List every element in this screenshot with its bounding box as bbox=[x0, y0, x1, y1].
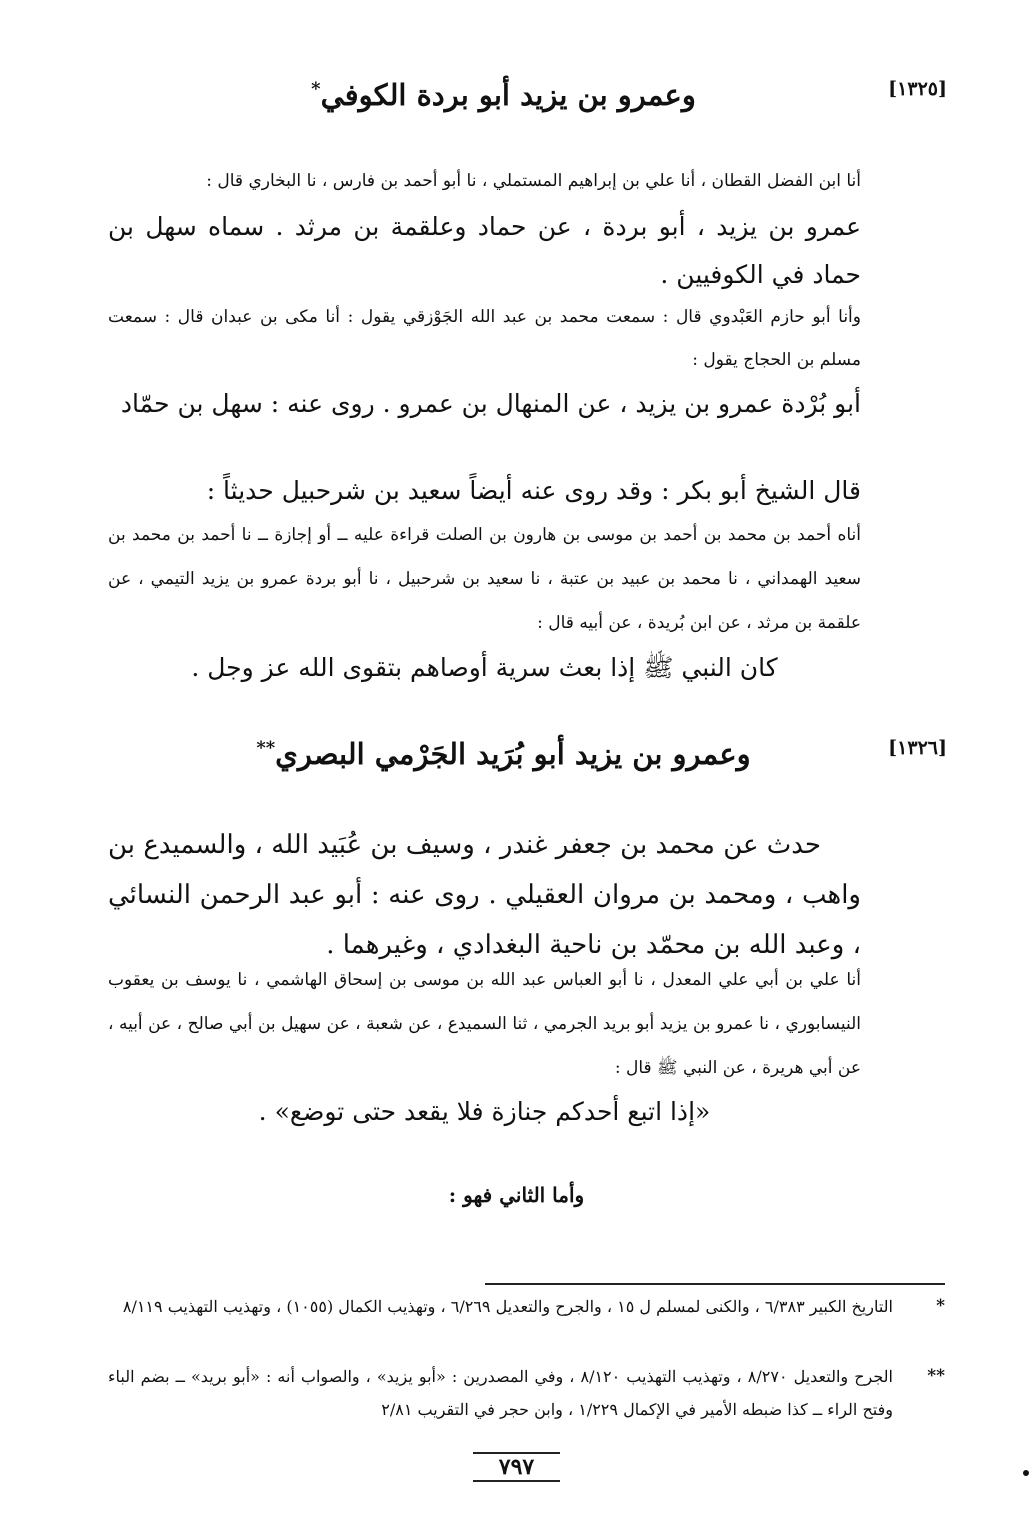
footnote-text: الجرح والتعديل ٨/٢٧٠ ، وتهذيب التهذيب ٨/١٢٠ ، وفي المصدرين : «أبو يزيد» ، والصواب أنه : «أبو بريد» ــ بضم الباء وفتح الراء ــ كذا ضبطه الأمير في الإكمال ١/٢٢٩ ، وابن حجر في التقريب ٢/٨١ bbox=[108, 1367, 893, 1419]
page-number bbox=[0, 1454, 1033, 1480]
footnote bbox=[108, 1360, 945, 1426]
isnad-paragraph: أناه أحمد بن محمد بن أحمد بن موسى بن هارون بن الصلت قراءة عليه ــ أو إجازة ــ نا أحمد بن محمد بن سعيد الهمداني ، نا محمد بن عبيد بن عتبة ، نا سعيد بن شرحبيل ، نا أبو بردة عمرو بن يزيد التيمي ، عن علقمة بن مرثد ، عن ابن بُريدة ، عن أبيه قال : bbox=[108, 525, 861, 633]
entry-header bbox=[60, 737, 947, 771]
scan-mark bbox=[1023, 1470, 1029, 1476]
author-comment: قال الشيخ أبو بكر : وقد روى عنه أيضاً سعيد بن شرحبيل حديثاً : bbox=[206, 476, 861, 505]
footnote-reference: ** bbox=[256, 737, 276, 759]
narrator-note: عمرو بن يزيد ، أبو بردة ، عن حماد وعلقمة بن مرثد . سماه سهل بن حماد في الكوفيين . bbox=[108, 212, 861, 289]
entry-number: [١٣٢٥] bbox=[888, 78, 947, 100]
entry-title bbox=[60, 78, 947, 112]
hadith-text: كان النبي ﷺ إذا بعث سرية أوصاهم بتقوى الله عز وجل . bbox=[191, 653, 778, 682]
narrator-note: حدث عن محمد بن جعفر غندر ، وسيف بن عُبَيد الله ، والسميدع بن واهب ، ومحمد بن مروان العقيلي . روى عنه : أبو عبد الرحمن النسائي ، وعبد الله بن محمّد بن ناحية البغدادي ، وغيرهما . bbox=[108, 830, 861, 960]
footnote-mark: ** bbox=[927, 1366, 945, 1386]
footnote-mark: * bbox=[936, 1296, 945, 1316]
footnote-text: التاريخ الكبير ٦/٣٨٣ ، والكنى لمسلم ل ١٥ ، والجرح والتعديل ٦/٢٦٩ ، وتهذيب الكمال (١٠٥٥) ، وتهذيب التهذيب ٨/١١٩ bbox=[122, 1297, 893, 1316]
entry-number: [١٣٢٦] bbox=[888, 737, 947, 759]
isnad-paragraph: أنا علي بن أبي علي المعدل ، نا أبو العباس عبد الله بن موسى بن إسحاق الهاشمي ، نا يوسف بن يعقوب النيسابوري ، نا عمرو بن يزيد أبو بريد الجرمي ، ثنا السميدع ، عن شعبة ، عن سهيل بن أبي صالح ، عن أبيه ، عن أبي هريرة ، عن النبي ﷺ قال : bbox=[108, 970, 861, 1078]
entry-header bbox=[60, 78, 947, 112]
footnote-divider bbox=[485, 1283, 945, 1285]
narrator-note: أبو بُرْدة عمرو بن يزيد ، عن المنهال بن عمرو . روى عنه : سهل بن حمّاد bbox=[120, 389, 861, 418]
isnad-paragraph: أنا ابن الفضل القطان ، أنا علي بن إبراهيم المستملي ، نا أبو أحمد بن فارس ، نا البخاري قال : bbox=[206, 171, 861, 191]
entry-title-text: وعمرو بن يزيد أبو بُرَيد الجَرْمي البصري bbox=[275, 737, 751, 771]
footnote bbox=[108, 1290, 945, 1323]
entry-title-text: وعمرو بن يزيد أبو بردة الكوفي bbox=[320, 78, 696, 112]
entry-title bbox=[60, 737, 947, 771]
page-number-text: ٧٩٧ bbox=[473, 1452, 560, 1482]
footnote-reference: * bbox=[311, 78, 321, 100]
hadith-text: «إذا اتبع أحدكم جنازة فلا يقعد حتى توضع» . bbox=[258, 1097, 711, 1126]
isnad-paragraph: وأنا أبو حازم العَبْدوي قال : سمعت محمد بن عبد الله الجَوْزقي يقول : أنا مكى بن عبدان قال : سمعت مسلم بن الحجاج يقول : bbox=[108, 307, 861, 370]
section-lead: وأما الثاني فهو : bbox=[448, 1183, 585, 1207]
